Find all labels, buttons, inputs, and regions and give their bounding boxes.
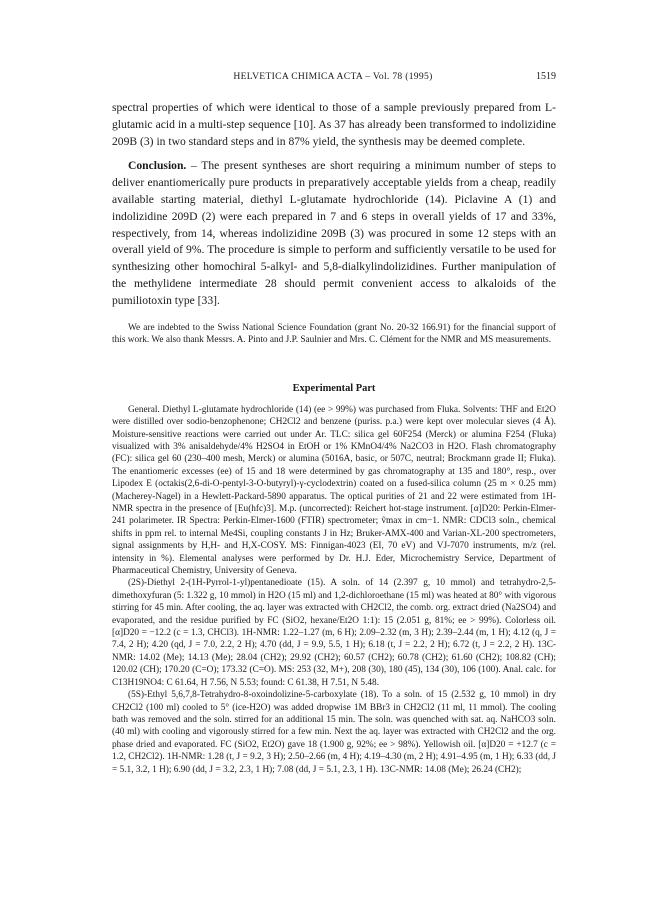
conclusion-paragraph — [112, 158, 556, 309]
compound-15-paragraph: (2S)-Diethyl 2-(1H-Pyrrol-1-yl)pentanedioate (15). A soln. of 14 (2.397 g, 10 mmol) and tetrahydro-2,5-dimethoxyfuran (5: 1.322 g, 10 mmol) in H2O (15 ml) and 1,2-dichloroethane (15 ml) was heated at 80° with vigorous stirring for 45 min. After cooling, the aq. layer was extracted with CH2Cl2, the comb. org. extract dried (Na2SO4) and evaporated, and the residue purified by FC (SiO2, hexane/Et2O 1:1): 15 (2.051 g, 81%; ee > 99%). Colorless oil. [α]D20 = −12.2 (c = 1.3, CHCl3). 1H-NMR: 1.22–1.27 (m, 6 H); 2.09–2.32 (m, 3 H); 2.39–2.44 (m, 1 H); 4.12 (q, J = 7.4, 2 H); 4.20 (qd, J = 7.0, 2.2, 2 H); 4.70 (dd, J = 9.9, 5.5, 1 H); 6.18 (t, J = 2.2, 2 H); 6.72 (t, J = 2.2, 2 H). 13C-NMR: 14.02 (Me); 14.13 (Me); 28.04 (CH2); 29.92 (CH2); 60.57 (CH2); 60.78 (CH2); 61.60 (CH2); 108.82 (CH); 120.02 (CH); 170.20 (C=O); 173.32 (C=O). MS: 253 (32, M+), 208 (30), 180 (45), 134 (30), 106 (100). Anal. calc. for C13H19NO4: C 61.64, H 7.56, N 5.53; found: C 61.38, H 7.51, N 5.48. — [112, 578, 556, 688]
general-paragraph: General. Diethyl L-glutamate hydrochloride (14) (ee > 99%) was purchased from Fluka. Solvents: THF and Et2O were distilled over sodio-benzophenone; CH2Cl2 and benzene (puriss. p.a.) were kept over molecular sieves (4 Å). Moisture-sensitive reactions were carried out under Ar. TLC: silica gel 60F254 (Merck) or alumina F254 (Fluka) visualized with 3% anisaldehyde/4% H2SO4 in EtOH or 1% KMnO4/4% Na2CO3 in H2O. Flash chromatography (FC): silica gel 60 (230–400 mesh, Merck) or alumina (5016A, basic, or 507C, neutral; Brockmann grade II; Fluka). The enantiomeric excesses (ee) of 15 and 18 were determined by gas chromatography at 135 and 180°, resp., over Lipodex E (octakis(2,6-di-O-pentyl-3-O-butyryl)-γ-cyclodextrin) coated on a fused-silica column (25 m × 0.25 mm) (Macherey-Nagel) in a Hewlett-Packard-5890 apparatus. The optical purities of 21 and 22 were estimated from 1H-NMR spectra in the presence of [Eu(hfc)3]. M.p. (uncorrected): Reichert hot-stage instrument. [α]D20: Perkin-Elmer-241 polarimeter. IR Spectra: Perkin-Elmer-1600 (FTIR) spectrometer; ṽmax in cm−1. NMR: CDCl3 soln., chemical shifts in ppm rel. to internal Me4Si, coupling constants J in Hz; Bruker-AMX-400 and Varian-XL-200 spectrometers, signal assignments by H,H- and H,X-COSY. MS: Finnigan-4023 (EI, 70 eV) and VJ-7070 instruments, m/z (rel. intensity in %). Elemental analyses were performed by Dr. H.J. Eder, Microchemistry Service, Department of Pharmaceutical Chemistry, University of Geneva. — [112, 404, 556, 577]
running-header — [110, 71, 556, 85]
acknowledgement-paragraph: We are indebted to the Swiss National Science Foundation (grant No. 20-32 166.91) for the financial support of this work. We also thank Messrs. A. Pinto and J.P. Saulnier and Mrs. C. Clément for the NMR and MS measurements. — [112, 322, 556, 346]
page-number: 1519 — [536, 71, 556, 82]
conclusion-heading: Conclusion. — [128, 159, 187, 173]
compound-18-paragraph: (5S)-Ethyl 5,6,7,8-Tetrahydro-8-oxoindolizine-5-carboxylate (18). To a soln. of 15 (2.532 g, 10 mmol) in dry CH2Cl2 (100 ml) cooled to 5° (ice-H2O) was added dropwise 1M BBr3 in CH2Cl2 (11 ml, 11 mmol). The cooling bath was removed and the soln. stirred for an additional 15 min. The soln. was quenched with sat. aq. NaHCO3 soln. (40 ml) with cooling and vigorously stirred for a few min. Next the aq. layer was extracted with CH2Cl2 and the org. phase dried and evaporated. FC (SiO2, Et2O) gave 18 (1.900 g, 92%; ee > 98%). Yellowish oil. [α]D20 = +12.7 (c = 1.2, CH2Cl2). 1H-NMR: 1.28 (t, J = 9.2, 3 H); 2.50–2.66 (m, 4 H); 4.19–4.30 (m, 2 H); 4.91–4.95 (m, 1 H); 6.33 (dd, J = 5.1, 3.2, 1 H); 6.90 (dd, J = 3.2, 2.3, 1 H); 7.08 (dd, J = 5.1, 2.3, 1 H). 13C-NMR: 14.08 (Me); 26.24 (CH2); — [112, 690, 556, 775]
intro-paragraph: spectral properties of which were identical to those of a sample previously prepared from L-glutamic acid in a multi-step sequence [10]. As 37 has already been transformed to indolizidine 209B (3) in two standard steps and in 87% yield, the synthesis may be deemed complete. — [112, 101, 556, 148]
conclusion-text: – The present syntheses are short requiring a minimum number of steps to deliver enantiomerically pure products in preparatively acceptable yields from a cheap, readily available starting material, diethyl L-glutamate hydrochloride (14). Piclavine A (1) and indolizidine 209D (2) were each prepared in 7 and 6 steps in overall yields of 17 and 33%, respectively, from 14, whereas indolizidine 209B (3) was procured in some 12 steps with an overall yield of 9%. The procedure is simple to perform and sufficiently versatile to be used for synthesizing other homochiral 5-alkyl- and 5,8-dialkylindolizidines. Further manipulation of the methylidene intermediate 28 should permit convenient access to alkaloids of the pumiliotoxin type [33]. — [112, 159, 556, 307]
section-title: Experimental Part — [292, 382, 376, 394]
journal-running-title: HELVETICA CHIMICA ACTA – Vol. 78 (1995) — [233, 71, 433, 82]
page-body — [112, 100, 556, 776]
